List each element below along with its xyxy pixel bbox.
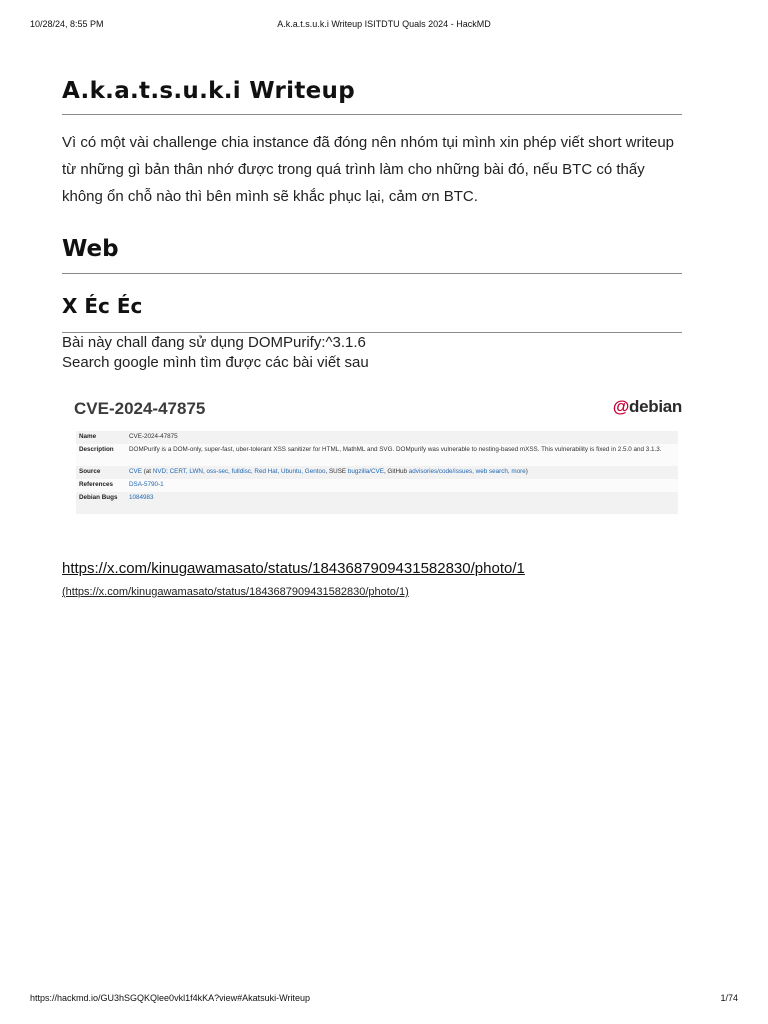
row-value-debian-bugs xyxy=(126,492,678,514)
table-row xyxy=(76,466,678,479)
tweet-link-url-text[interactable]: (https://x.com/kinugawamasato/status/1843687909431582830/photo/1) xyxy=(62,586,409,598)
print-header xyxy=(30,19,738,33)
references-link: DSA-5790-1 xyxy=(129,480,164,488)
dompurify-paragraph: Bài này chall đang sử dụng DOMPurify:^3.1.6 xyxy=(62,334,366,351)
tweet-link[interactable]: https://x.com/kinugawamasato/status/1843687909431582830/photo/1 xyxy=(62,560,525,577)
intro-paragraph: Vì có một vài challenge chia instance đã đóng nên nhóm tụi mình xin phép viết short writeup từ những gì bản thân nhớ được trong quá trình làm cho những bài đó, nếu BTC có thấy không ổn chỗ nào thì bên mình sẽ khắc phục lại, cảm ơn BTC. xyxy=(62,134,675,205)
search-paragraph: Search google mình tìm được các bài viết sau xyxy=(62,354,369,371)
table-row xyxy=(76,444,678,466)
source-links-c: advisories/code/issues, web search, more xyxy=(408,467,526,475)
source-links-b: bugzilla/CVE xyxy=(347,467,384,475)
row-value-references xyxy=(126,479,678,492)
cve-screenshot-image xyxy=(62,393,682,529)
debian-logo xyxy=(613,397,682,417)
row-value-source xyxy=(126,466,678,479)
table-row xyxy=(76,492,678,514)
table-row xyxy=(76,479,678,492)
row-label-description: Description xyxy=(76,444,126,466)
print-datetime: 10/28/24, 8:55 PM xyxy=(30,19,104,29)
source-suse-text: , SUSE xyxy=(325,467,348,475)
debian-logo-text: debian xyxy=(629,397,682,416)
table-row xyxy=(76,431,678,444)
source-github-text: , GitHub xyxy=(383,467,409,475)
print-page-url: https://hackmd.io/GU3hSGQKQlee0vkl1f4kKA?view#Akatsuki-Writeup xyxy=(30,993,310,1003)
row-value-description: DOMPurify is a DOM-only, super-fast, uber-tolerant XSS sanitizer for HTML, MathML and SVG. DOMpurify was vulnerable to nesting-based mXSS. This vulnerability is fixed in 2.5.0 and 3.1.3. xyxy=(126,444,678,466)
debian-bug-link: 1084983 xyxy=(129,493,154,501)
source-links-a: NVD; CERT, LWN, oss-sec, fulldisc, Red Hat, Ubuntu, Gentoo xyxy=(152,467,326,475)
heading-x-ec-ec: X Éc Éc xyxy=(62,288,682,333)
source-at-text: (at xyxy=(141,467,153,475)
heading-web: Web xyxy=(62,229,682,274)
print-footer xyxy=(30,993,738,1007)
row-label-references: References xyxy=(76,479,126,492)
print-page-title: A.k.a.t.s.u.k.i Writeup ISITDTU Quals 2024 - HackMD xyxy=(277,19,491,29)
row-value-name: CVE-2024-47875 xyxy=(126,431,678,444)
cve-heading: CVE-2024-47875 xyxy=(74,399,206,418)
row-label-name: Name xyxy=(76,431,126,444)
debian-swirl-icon: @ xyxy=(612,397,629,416)
source-close-text: ) xyxy=(525,467,528,475)
document-content xyxy=(62,70,682,599)
row-label-source: Source xyxy=(76,466,126,479)
print-page-number: 1/74 xyxy=(720,993,738,1003)
source-cve-link: CVE xyxy=(129,467,142,475)
cve-info-table xyxy=(76,431,678,514)
row-label-debian-bugs: Debian Bugs xyxy=(76,492,126,514)
document-title: A.k.a.t.s.u.k.i Writeup xyxy=(62,70,682,115)
